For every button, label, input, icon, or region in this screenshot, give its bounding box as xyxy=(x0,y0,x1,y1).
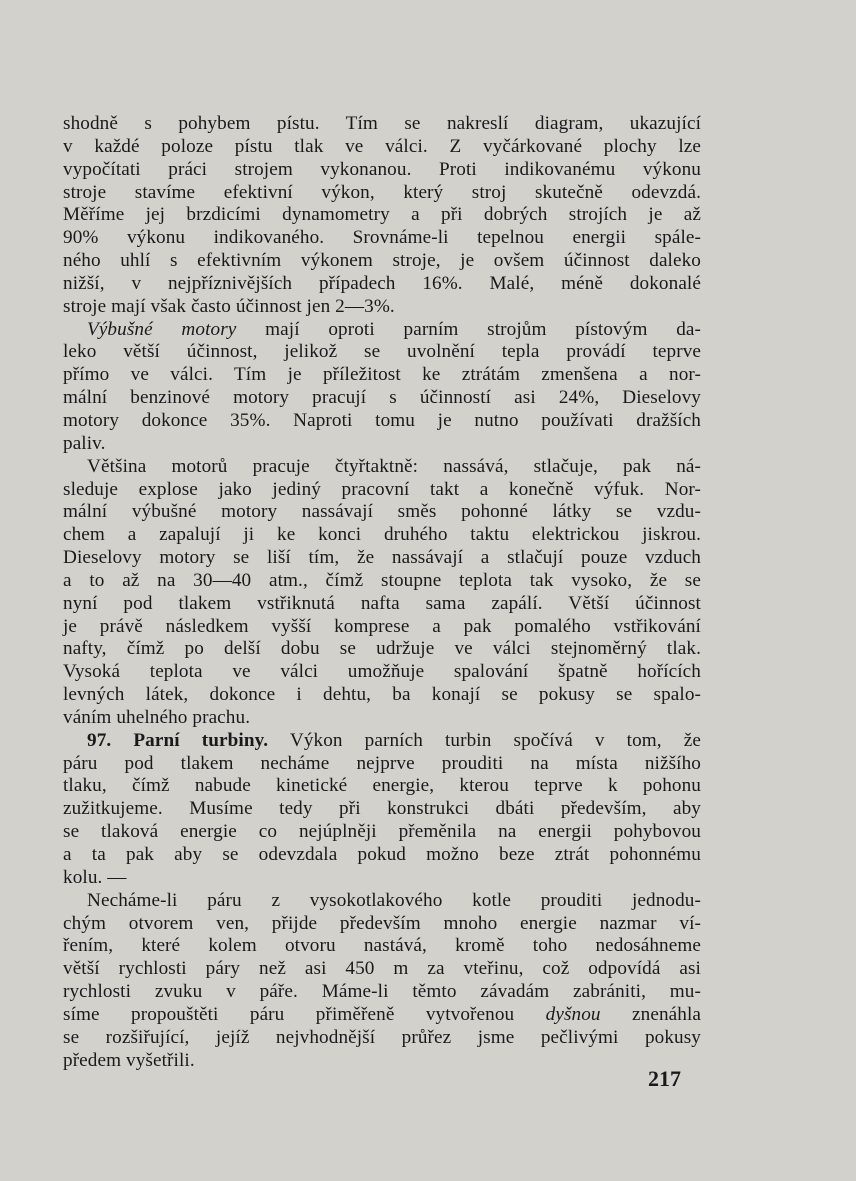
text-segment: je právě následkem vyšší komprese a pak pomalého vstřikování xyxy=(63,615,701,637)
text-line xyxy=(63,456,701,479)
text-line xyxy=(63,570,701,593)
text-segment: levných látek, dokonce i dehtu, ba konají se pokusy se spalo- xyxy=(63,684,701,706)
text-segment: váním uhelného prachu. xyxy=(63,706,251,728)
text-line xyxy=(63,159,701,182)
text-segment: tlaku, čímž nabude kinetické energie, kterou teprve k pohonu xyxy=(63,775,701,797)
text-segment: zužitkujeme. Musíme tedy při konstrukci dbáti především, aby xyxy=(63,798,701,820)
text-segment: kolu. — xyxy=(63,866,127,888)
text-segment: Dieselovy motory se liší tím, že nassávají a stlačují pouze vzduch xyxy=(63,547,701,569)
text-segment: větší rychlosti páry než asi 450 m za vteřinu, což odpovídá asi xyxy=(63,958,701,980)
text-segment: předem vyšetřili. xyxy=(63,1049,195,1071)
text-line xyxy=(63,479,701,502)
text-line xyxy=(63,547,701,570)
text-segment: Vysoká teplota ve válci umožňuje spalování špatně hořících xyxy=(63,661,701,683)
text-segment: se tlaková energie co nejúplněji přeměnila na energii pohybovou xyxy=(63,821,701,843)
text-line xyxy=(63,273,701,296)
section-heading: 97. Parní turbiny. xyxy=(87,729,269,751)
text-segment: nyní pod tlakem vstřiknutá nafta sama zapálí. Větší účinnost xyxy=(63,592,701,614)
text-line xyxy=(63,410,701,433)
text-line xyxy=(63,661,701,684)
text-segment: znenáhla xyxy=(600,1003,702,1025)
text-segment: mají oproti parním strojům pístovým da- xyxy=(236,318,701,340)
text-line xyxy=(63,1050,701,1073)
text-line xyxy=(63,821,701,844)
text-segment: rychlosti zvuku v páře. Máme-li těmto závadám zabrániti, mu- xyxy=(63,981,701,1003)
text-segment: stroje stavíme efektivní výkon, který stroj skutečně odevzdá. xyxy=(63,181,701,203)
text-segment: v každé poloze pístu tlak ve válci. Z vyčárkované plochy lze xyxy=(63,135,701,157)
text-segment: vypočítati práci strojem vykonanou. Proti indikovanému výkonu xyxy=(63,158,701,180)
text-segment: mální benzinové motory pracují s účinností asi 24%, Dieselovy xyxy=(63,387,701,409)
text-segment: ného uhlí s efektivním výkonem stroje, je ovšem účinnost daleko xyxy=(63,250,701,272)
text-line xyxy=(63,296,701,319)
text-line xyxy=(63,387,701,410)
text-segment: Výkon parních turbin spočívá v tom, že xyxy=(268,729,701,751)
emphasized-term: Výbušné motory xyxy=(87,318,237,340)
text-segment: Necháme-li páru z vysokotlakového kotle prouditi jednodu- xyxy=(87,889,701,911)
text-segment: přímo ve válci. Tím je příležitost ke ztrátám zmenšena a nor- xyxy=(63,364,701,386)
page-number: 217 xyxy=(648,1066,681,1091)
page-body-text xyxy=(63,113,701,1072)
text-line xyxy=(63,730,701,753)
text-line xyxy=(63,775,701,798)
text-segment: a to až na 30—40 atm., čímž stoupne teplota tak vysoko, že se xyxy=(63,569,701,591)
text-segment: leko větší účinnost, jelikož se uvolnění tepla provádí teprve xyxy=(63,341,701,363)
text-segment: síme propouštěti páru přiměřeně vytvořenou xyxy=(63,1003,546,1025)
text-line xyxy=(63,913,701,936)
text-segment: se rozšiřující, jejíž nejvhodnější průřez jsme pečlivými pokusy xyxy=(63,1026,701,1048)
text-segment: páru pod tlakem necháme nejprve prouditi na místa nižšího xyxy=(63,752,701,774)
text-segment: nižší, v nejpříznivějších případech 16%. Malé, méně dokonalé xyxy=(63,272,701,294)
text-segment: mální výbušné motory nassávají směs pohonné látky se vzdu- xyxy=(63,501,701,523)
text-line xyxy=(63,1027,701,1050)
text-line xyxy=(63,319,701,342)
text-line xyxy=(63,113,701,136)
text-segment: a ta pak aby se odevzdala pokud možno beze ztrát pohonnému xyxy=(63,844,701,865)
text-line xyxy=(63,182,701,205)
text-line xyxy=(63,981,701,1004)
text-segment: stroje mají však často účinnost jen 2—3%. xyxy=(63,295,395,317)
text-line xyxy=(63,844,701,867)
text-segment: řením, které kolem otvoru nastává, kromě toho nedosáhneme xyxy=(63,935,701,957)
text-line xyxy=(63,364,701,387)
text-line xyxy=(63,753,701,776)
text-line xyxy=(63,890,701,913)
text-segment: chým otvorem ven, přijde především mnoho energie nazmar ví- xyxy=(63,912,701,934)
text-segment: nafty, čímž po delší dobu se udržuje ve válci stejnoměrný tlak. xyxy=(63,638,701,660)
text-line xyxy=(63,798,701,821)
text-segment: 90% výkonu indikovaného. Srovnáme-li tepelnou energii spále- xyxy=(63,227,701,249)
text-line xyxy=(63,684,701,707)
text-segment: paliv. xyxy=(63,432,106,454)
text-line xyxy=(63,593,701,616)
text-line xyxy=(63,958,701,981)
text-segment: shodně s pohybem pístu. Tím se nakreslí diagram, ukazující xyxy=(63,113,701,134)
text-segment: sleduje explose jako jediný pracovní takt a konečně výfuk. Nor- xyxy=(63,478,701,500)
text-line xyxy=(63,1004,701,1027)
text-line xyxy=(63,867,701,890)
text-line xyxy=(63,204,701,227)
text-line xyxy=(63,433,701,456)
text-segment: Většina motorů pracuje čtyřtaktně: nassává, stlačuje, pak ná- xyxy=(87,455,701,477)
text-segment: Měříme jej brzdicími dynamometry a při dobrých strojích je až xyxy=(63,204,701,226)
text-line xyxy=(63,935,701,958)
text-line xyxy=(63,638,701,661)
text-line xyxy=(63,250,701,273)
text-segment: motory dokonce 35%. Naproti tomu je nutno používati dražších xyxy=(63,409,701,431)
text-segment: chem a zapalují ji ke konci druhého taktu elektrickou jiskrou. xyxy=(63,524,701,546)
text-line xyxy=(63,501,701,524)
text-line xyxy=(63,616,701,639)
text-line xyxy=(63,341,701,364)
text-line xyxy=(63,707,701,730)
emphasized-term: dyšnou xyxy=(545,1003,601,1025)
text-line xyxy=(63,136,701,159)
text-line xyxy=(63,227,701,250)
text-line xyxy=(63,524,701,547)
